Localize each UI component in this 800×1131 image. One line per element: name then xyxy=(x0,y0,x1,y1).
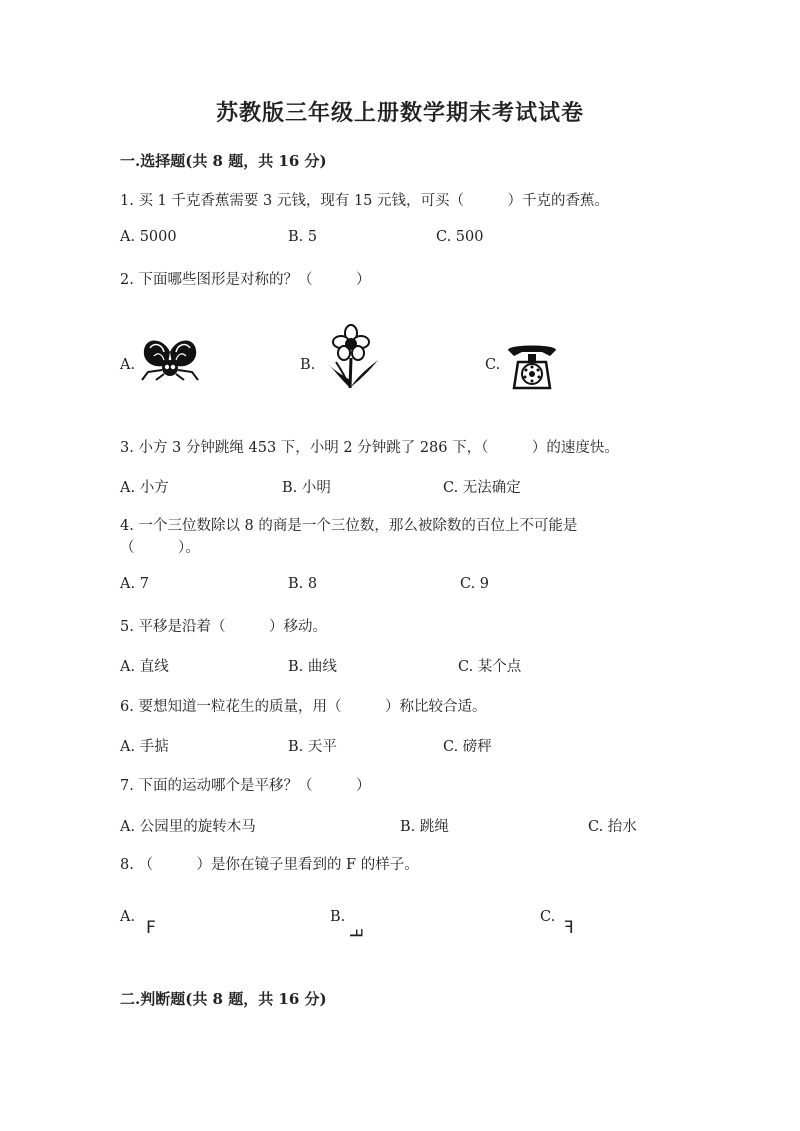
question-4-text-line1: 4. 一个三位数除以 8 的商是一个三位数，那么被除数的百位上不可能是 xyxy=(120,518,578,534)
question-5-text: 5. 平移是沿着（ ）移动。 xyxy=(120,619,327,635)
question-6-option-b: B. 天平 xyxy=(288,739,337,755)
question-7-text: 7. 下面的运动哪个是平移？（ ） xyxy=(120,778,371,794)
question-8-text: 8. （ ）是你在镜子里看到的 F 的样子。 xyxy=(120,857,419,873)
question-5-option-b: B. 曲线 xyxy=(288,659,337,675)
question-8-option-c: C. xyxy=(540,909,556,925)
question-6-option-c: C. 磅秤 xyxy=(443,739,492,755)
flower-icon xyxy=(318,324,384,390)
question-6-text: 6. 要想知道一粒花生的质量，用（ ）称比较合适。 xyxy=(120,699,487,715)
question-5-option-c: C. 某个点 xyxy=(458,659,522,675)
question-2-option-a: A. xyxy=(120,357,136,373)
question-8-option-a: A. xyxy=(120,909,136,925)
mirror-f-normal-glyph xyxy=(146,918,156,938)
telephone-icon xyxy=(504,342,560,390)
mirror-f-flipped-glyph xyxy=(564,918,574,938)
question-3-option-a: A. 小方 xyxy=(120,480,169,496)
question-3-option-c: C. 无法确定 xyxy=(443,480,521,496)
section-heading-choice: 一.选择题(共 8 题，共 16 分) xyxy=(120,152,327,170)
fly-icon xyxy=(136,334,204,384)
question-7-option-c: C. 抬水 xyxy=(588,819,637,835)
question-3-text: 3. 小方 3 分钟跳绳 453 下，小明 2 分钟跳了 286 下，（ ）的速度快。 xyxy=(120,440,619,456)
question-6-option-a: A. 手掂 xyxy=(120,739,169,755)
glyph-f-flipped: F xyxy=(564,918,574,938)
section-heading-judgement: 二.判断题(共 8 题，共 16 分) xyxy=(120,990,327,1008)
glyph-f-upright: F xyxy=(146,918,156,938)
question-4-option-b: B. 8 xyxy=(288,576,318,592)
question-2-option-b: B. xyxy=(300,357,316,373)
question-1-text: 1. 买 1 千克香蕉需要 3 元钱，现有 15 元钱，可买（ ）千克的香蕉。 xyxy=(120,193,609,209)
question-4-option-c: C. 9 xyxy=(460,576,490,592)
question-7-option-a: A. 公园里的旋转木马 xyxy=(120,819,256,835)
mirror-f-rotated-glyph xyxy=(344,923,365,943)
question-5-option-a: A. 直线 xyxy=(120,659,169,675)
question-1-option-a: A. 5000 xyxy=(120,229,177,245)
question-3-option-b: B. 小明 xyxy=(282,480,331,496)
question-4-text-line2: （ ）。 xyxy=(120,540,200,556)
question-2-text: 2. 下面哪些图形是对称的？（ ） xyxy=(120,272,371,288)
question-1-option-b: B. 5 xyxy=(288,229,318,245)
question-4-option-a: A. 7 xyxy=(120,576,149,592)
question-8-option-b: B. xyxy=(330,909,346,925)
question-7-option-b: B. 跳绳 xyxy=(400,819,449,835)
glyph-f-rotated: F xyxy=(344,928,365,938)
page-title: 苏教版三年级上册数学期末考试试卷 xyxy=(215,100,584,126)
question-2-option-c: C. xyxy=(485,357,501,373)
question-1-option-c: C. 500 xyxy=(436,229,484,245)
